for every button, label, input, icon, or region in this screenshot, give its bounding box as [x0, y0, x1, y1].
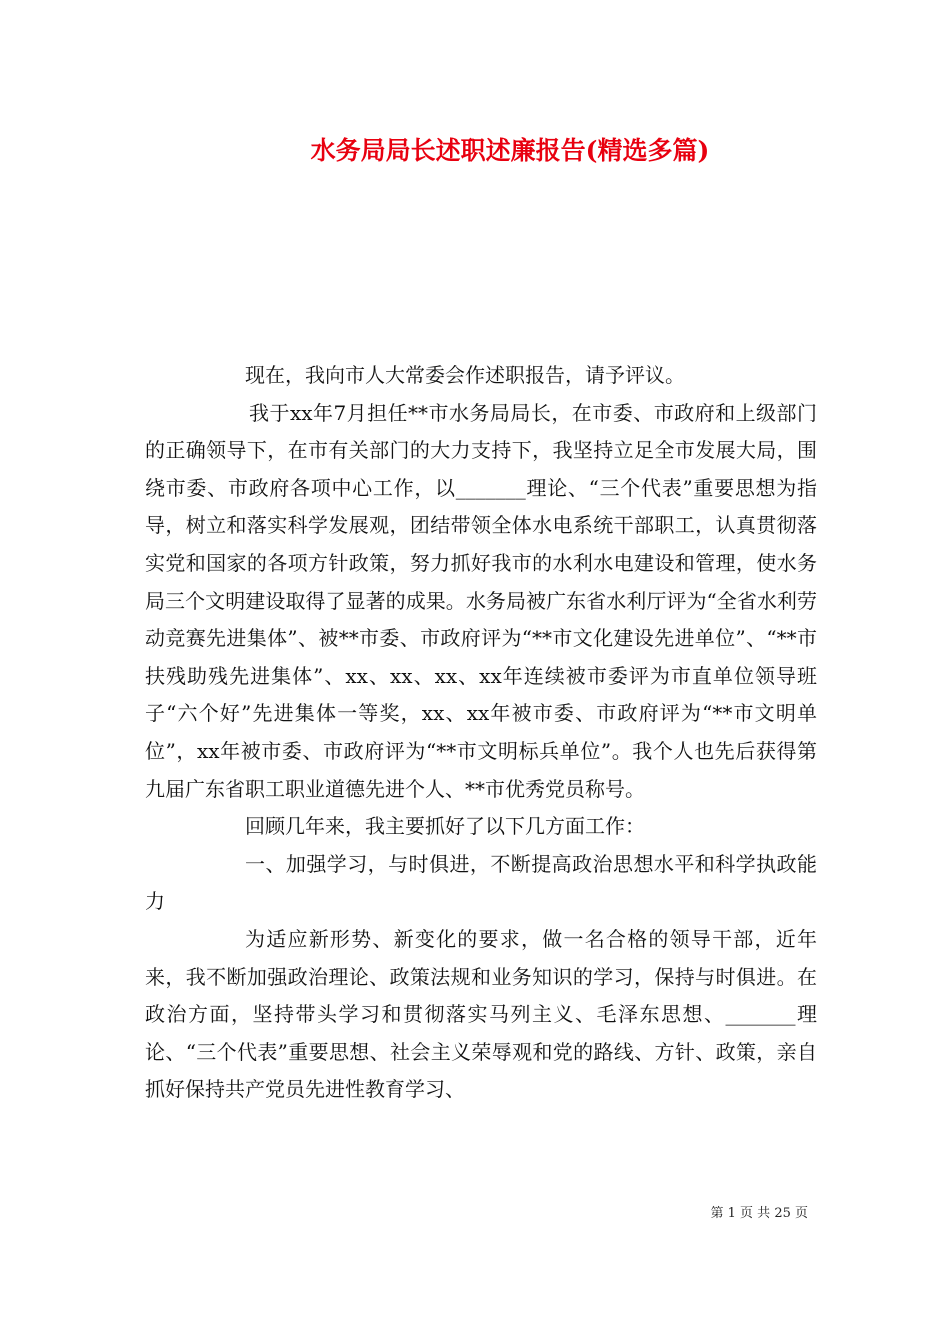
paragraph-review: 回顾几年来，我主要抓好了以下几方面工作： — [245, 814, 645, 839]
document-title-text: 水务局局长述职述廉报告(精选多篇) — [310, 136, 710, 165]
paragraph-intro: 现在，我向市人大常委会作述职报告，请予评议。 — [245, 363, 685, 387]
section-heading-1: 一、加强学习，与时俱进，不断提高政治思想水平和科学执政能力 — [145, 851, 817, 914]
paragraph-appointment: 我于xx年7月担任**市水务局局长，在市委、市政府和上级部门的正确领导下，在市有关部门的大力支持下，我坚持立足全市发展大局，围绕市委、市政府各项中心工作，以_______理论、“三个代表”重要思想为指导，树立和落实科学发展观，团结带领全体水电系统干部职工，认真贯彻落实党和国家的各项方针政策，努力抓好我市的水利水电建设和管理，使水务局三个文明建设取得了显著的成果。水务局被广东省水利厅评为“全省水利劳动竞赛先进集体”、被**市委、市政府评为“**市文化建设先进单位”、“**市扶残助残先进集体”、xx、xx、xx、xx年连续被市委评为市直单位领导班子“六个好”先进集体一等奖，xx、xx年被市委、市政府评为“**市文明单位”，xx年被市委、市政府评为“**市文明标兵单位”。我个人也先后获得第九届广东省职工职业道德先进个人、**市优秀党员称号。 — [145, 400, 817, 801]
paragraph-study: 为适应新形势、新变化的要求，做一名合格的领导干部，近年来，我不断加强政治理论、政策法规和业务知识的学习，保持与时俱进。在政治方面，坚持带头学习和贯彻落实马列主义、毛泽东思想、_______理论、“三个代表”重要思想、社会主义荣辱观和党的路线、方针、政策，亲自抓好保持共产党员先进性教育学习、 — [145, 926, 817, 1102]
page-number: 第 1 页 共 25 页 — [710, 1206, 808, 1221]
document-title — [0, 134, 950, 168]
document-body — [145, 357, 817, 1109]
